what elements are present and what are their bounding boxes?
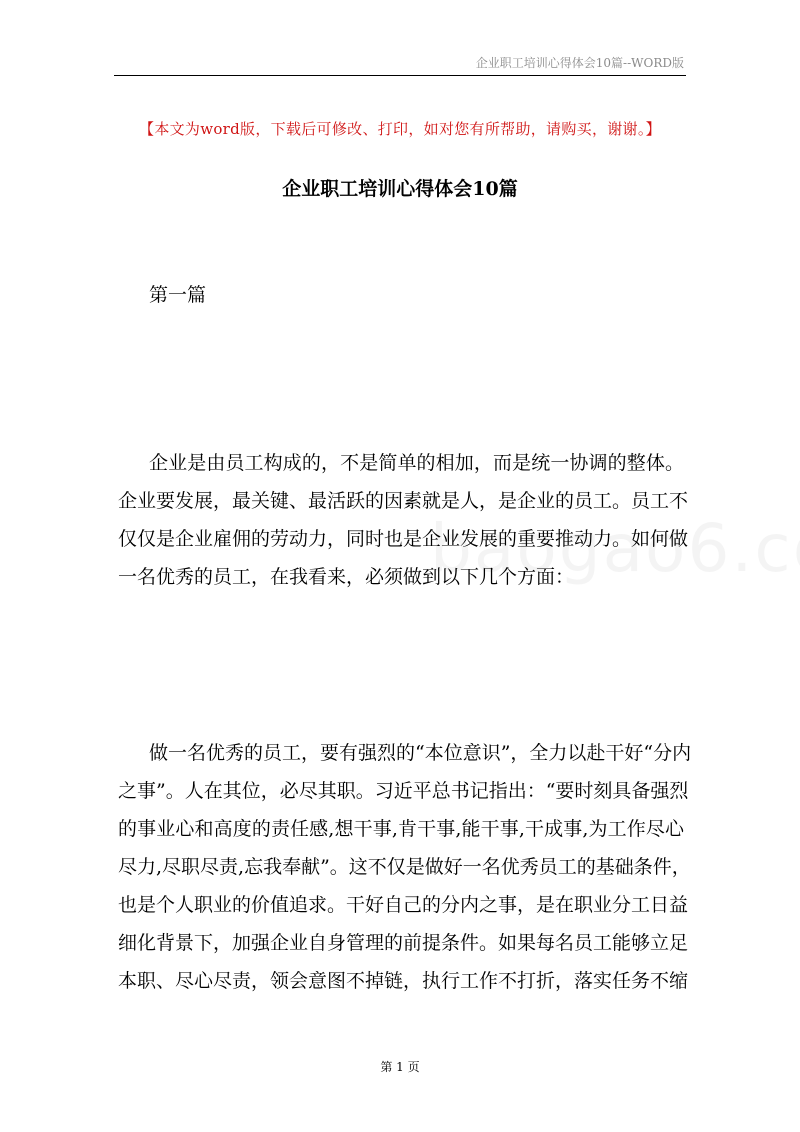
paragraph-1 bbox=[118, 444, 689, 596]
paragraph-line: 做一名优秀的员工，要有强烈的“本位意识”，全力以赴干好“分内 bbox=[149, 742, 692, 764]
paragraph-line: 仅仅是企业雇佣的劳动力，同时也是企业发展的重要推动力。如何做 bbox=[118, 528, 689, 550]
paragraph-line: 企业是由员工构成的，不是简单的相加，而是统一协调的整体。 bbox=[149, 452, 684, 474]
page-number: 第 1 页 bbox=[380, 1060, 420, 1074]
purchase-notice: 【本文为word版，下载后可修改、打印，如对您有所帮助，请购买，谢谢。】 bbox=[139, 120, 661, 138]
paragraph-line: 企业要发展，最关键、最活跃的因素就是人，是企业的员工。员工不 bbox=[118, 490, 689, 512]
paragraph-line: 的事业心和高度的责任感,想干事,肯干事,能干事,干成事,为工作尽心 bbox=[118, 818, 684, 840]
paragraph-line: 本职、尽心尽责，领会意图不掉链，执行工作不打折，落实任务不缩 bbox=[118, 970, 689, 992]
header-rule bbox=[114, 75, 686, 76]
document-title: 企业职工培训心得体会10篇 bbox=[282, 178, 518, 200]
paragraph-line: 也是个人职业的价值追求。干好自己的分内之事，是在职业分工日益 bbox=[118, 894, 689, 916]
paragraph-line: 之事”。人在其位，必尽其职。习近平总书记指出：“要时刻具备强烈 bbox=[118, 780, 689, 802]
paragraph-line: 尽力,尽职尽责,忘我奉献”。这不仅是做好一名优秀员工的基础条件， bbox=[118, 856, 691, 878]
paragraph-2 bbox=[118, 734, 692, 1000]
section-heading: 第一篇 bbox=[149, 284, 207, 306]
paragraph-line: 细化背景下，加强企业自身管理的前提条件。如果每名员工能够立足 bbox=[118, 932, 689, 954]
paragraph-line: 一名优秀的员工，在我看来，必须做到以下几个方面： bbox=[118, 566, 575, 588]
running-header: 企业职工培训心得体会10篇--WORD版 bbox=[475, 56, 684, 70]
